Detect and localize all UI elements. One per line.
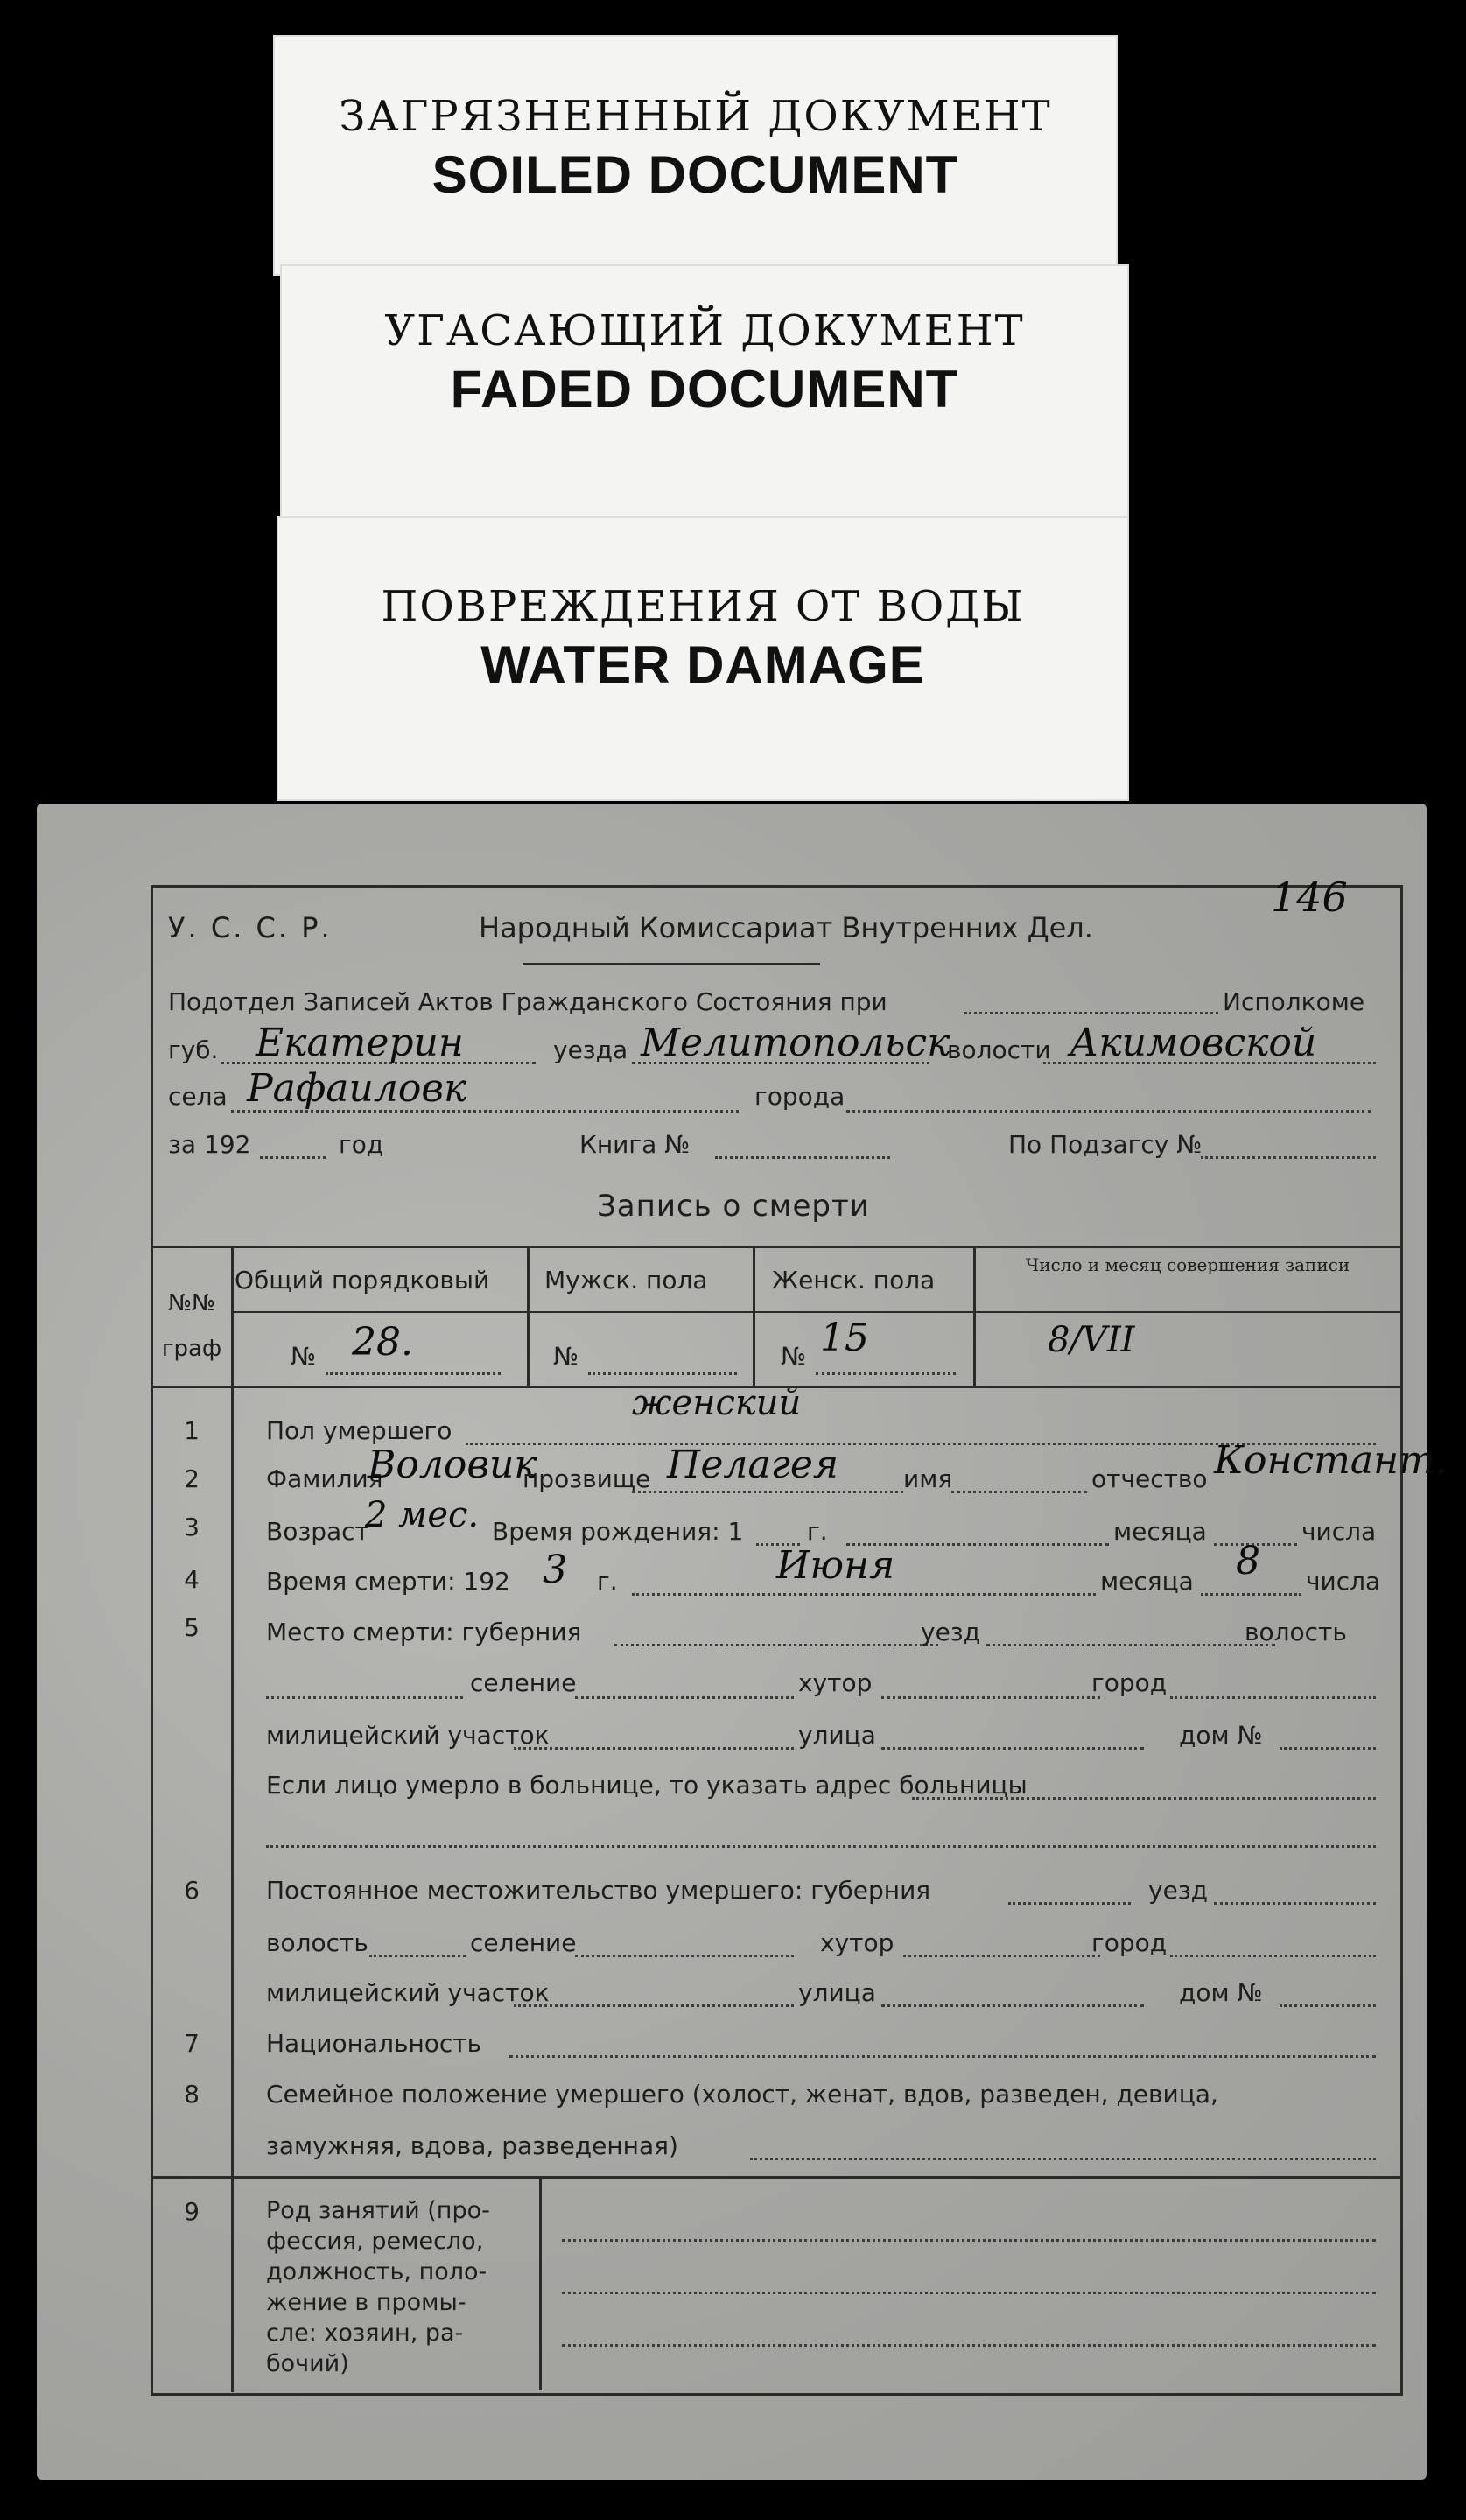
label-ru: ПОВРЕЖДЕНИЯ ОТ ВОДЫ: [381, 582, 1025, 631]
post-gorod-field: [1170, 1955, 1376, 1957]
muzh-field: [588, 1372, 737, 1375]
post-milic-field: [514, 2004, 794, 2007]
muzh-header: Мужск. пола: [544, 1266, 708, 1295]
rod-zanyatiy-label: бочий): [266, 2350, 349, 2377]
table-col-rule: [527, 1246, 530, 1386]
graf-header: №№ граф: [161, 1290, 222, 1362]
header-rule: [523, 963, 820, 965]
vozrast-value: 2 мес.: [365, 1495, 480, 1535]
bolnica-label: Если лицо умерло в больнице, то указать адрес больницы: [266, 1771, 1028, 1800]
bolnica-field: [912, 1797, 1376, 1800]
ulica-label: улица: [798, 1978, 876, 2007]
milic-field: [514, 1747, 794, 1750]
post-ulica-field: [881, 2004, 1144, 2007]
ispolkom-field: [964, 1012, 1218, 1014]
selo-value: Рафаиловк: [247, 1066, 467, 1111]
bolnica-field-2: [266, 1845, 1376, 1848]
za-label: за 192: [168, 1130, 251, 1159]
podzagsu-field: [1201, 1156, 1376, 1159]
pol-label: Пол умершего: [266, 1416, 452, 1445]
gub-value: Екатерин: [256, 1021, 464, 1065]
row-number: 9: [184, 2197, 200, 2226]
vozrast-label: Возраст: [266, 1517, 369, 1546]
row-number: 7: [184, 2029, 200, 2058]
death-day-field: [1201, 1593, 1301, 1596]
rod-zanyatiy-field: [562, 2344, 1376, 2347]
mesto-uezd-field: [986, 1644, 1275, 1646]
prozvishche-value: Пелагея: [667, 1443, 839, 1487]
label-ru: УГАСАЮЩИЙ ДОКУМЕНТ: [384, 306, 1025, 355]
khutor-field: [881, 1696, 1100, 1699]
obshchiy-value: 28.: [352, 1320, 413, 1365]
mesto-gub-field: [614, 1644, 938, 1646]
god-label: год: [339, 1130, 384, 1159]
year-field: [260, 1156, 326, 1159]
gorod-label: город: [1091, 1668, 1168, 1697]
goroda-field: [846, 1110, 1371, 1113]
row-number: 4: [184, 1565, 200, 1594]
death-record-form: [37, 804, 1448, 2480]
podzagsu-label: По Подзагсу №: [1008, 1130, 1203, 1159]
mesto-volost-field: [266, 1696, 463, 1699]
post-dom-field: [1280, 2004, 1376, 2007]
graf-column-rule: [231, 1246, 234, 2392]
post-volost-field: [369, 1955, 466, 1957]
death-month-field: [632, 1593, 1096, 1596]
faded-document-label: [280, 264, 1129, 543]
post-gub-field: [1008, 1902, 1131, 1905]
chisla-label: числа: [1306, 1567, 1381, 1596]
commissariat-header: Народный Комиссариат Внутренних Дел.: [479, 911, 1093, 944]
table-col-rule: [753, 1246, 755, 1386]
obshchiy-field: [326, 1372, 501, 1375]
mesyaca-label: месяца: [1113, 1517, 1207, 1546]
familiya-value: Воловик: [368, 1443, 537, 1487]
line1-end: Исполкоме: [1223, 987, 1365, 1016]
water-damage-label: [277, 516, 1129, 801]
zhensk-prefix: №: [781, 1342, 807, 1371]
uezd-label: уезд: [921, 1618, 981, 1646]
postoyannoe-label: Постоянное местожительство умершего: губерния: [266, 1876, 931, 1905]
semeynoe-field: [750, 2158, 1376, 2160]
volost-label: волости: [947, 1035, 1051, 1064]
rod-zanyatiy-label: фессия, ремесло,: [266, 2228, 484, 2255]
kniga-label: Книга №: [579, 1130, 691, 1159]
form-title: Запись о смерти: [597, 1189, 870, 1224]
label-en: SOILED DOCUMENT: [431, 145, 959, 204]
selenie-field: [575, 1696, 794, 1699]
ulica-field: [881, 1747, 1144, 1750]
dom-label: дом №: [1179, 1978, 1263, 2007]
selenie-label: селение: [470, 1928, 577, 1957]
zhensk-value: 15: [820, 1316, 869, 1360]
selenie-label: селение: [470, 1668, 577, 1697]
semeynoe-label-2: замужняя, вдова, разведенная): [266, 2131, 678, 2160]
chislo-header: Число и месяц совершения записи: [1025, 1254, 1350, 1275]
table-mid-rule: [231, 1311, 1400, 1313]
label-en: WATER DAMAGE: [480, 635, 925, 694]
khutor-label: хутор: [820, 1928, 894, 1957]
year-suffix: г.: [807, 1517, 828, 1546]
ulica-label: улица: [798, 1721, 876, 1750]
rod-zanyatiy-label: Род занятий (про-: [266, 2197, 490, 2224]
line1-label: Подотдел Записей Актов Гражданского Состояния при: [168, 987, 887, 1016]
nacionalnost-field: [509, 2055, 1376, 2058]
row-number: 8: [184, 2080, 200, 2109]
uezd-value: Мелитопольск: [641, 1021, 950, 1065]
uezd-label: уезд: [1148, 1876, 1209, 1905]
uezd-label: уезда: [553, 1035, 628, 1064]
table-col-rule: [973, 1246, 976, 1386]
imya-field: [951, 1491, 1087, 1493]
khutor-label: хутор: [798, 1668, 873, 1697]
volost-label: волость: [266, 1928, 368, 1957]
rod-zanyatiy-field: [562, 2292, 1376, 2294]
otchestvo-label: отчество: [1091, 1464, 1208, 1493]
table-top-rule: [151, 1246, 1400, 1248]
death-year-value: 3: [543, 1548, 567, 1592]
volost-label: волость: [1245, 1618, 1347, 1646]
dom-field: [1280, 1747, 1376, 1750]
prozvishche-field: [632, 1491, 903, 1493]
zhensk-header: Женск. пола: [772, 1266, 936, 1295]
chislo-value: 8/VII: [1048, 1320, 1135, 1360]
kniga-field: [715, 1156, 890, 1159]
volost-value: Акимовской: [1070, 1021, 1317, 1065]
page-number: 146: [1271, 874, 1348, 921]
republic-header: У. С. С. Р.: [168, 911, 333, 944]
mesto-smerti-label: Место смерти: губерния: [266, 1618, 582, 1646]
dom-label: дом №: [1179, 1721, 1263, 1750]
gorod-field: [1170, 1696, 1376, 1699]
year-suffix: г.: [597, 1567, 618, 1596]
row-number: 5: [184, 1613, 200, 1642]
semeynoe-label: Семейное положение умершего (холост, женат, вдов, разведен, девица,: [266, 2080, 1218, 2109]
gub-label: губ.: [168, 1035, 219, 1064]
rod-zanyatiy-field: [562, 2239, 1376, 2242]
row-number: 2: [184, 1464, 200, 1493]
rod-zanyatiy-label: сле: хозяин, ра-: [266, 2320, 464, 2347]
vremya-rozhd-label: Время рождения: 1: [492, 1517, 744, 1546]
rod-zanyatiy-label: должность, поло-: [266, 2258, 487, 2285]
death-day-value: 8: [1236, 1539, 1260, 1583]
obshchiy-prefix: №: [291, 1342, 317, 1371]
soiled-document-label: [273, 35, 1118, 276]
row9-col-rule: [539, 2176, 542, 2390]
milic-label: милицейский участок: [266, 1978, 550, 2007]
label-en: FADED DOCUMENT: [450, 360, 959, 418]
goroda-label: города: [754, 1082, 845, 1111]
death-month-value: Июня: [776, 1543, 895, 1588]
post-khutor-field: [903, 1955, 1100, 1957]
vremya-smerti-label: Время смерти: 192: [266, 1567, 510, 1596]
pol-value: женский: [632, 1383, 802, 1423]
post-uezd-field: [1214, 1902, 1376, 1905]
row-number: 6: [184, 1876, 200, 1905]
rod-zanyatiy-label: жение в промы-: [266, 2289, 466, 2316]
row9-top-rule: [151, 2176, 1400, 2179]
milic-label: милицейский участок: [266, 1721, 550, 1750]
otchestvo-value: Констант.: [1214, 1438, 1448, 1483]
nacionalnost-label: Национальность: [266, 2029, 482, 2058]
zhensk-field: [816, 1372, 956, 1375]
chisla-label: числа: [1301, 1517, 1377, 1546]
muzh-prefix: №: [553, 1342, 579, 1371]
mesyaca-label: месяца: [1100, 1567, 1194, 1596]
familiya-label: Фамилия: [266, 1464, 383, 1493]
post-selenie-field: [575, 1955, 794, 1957]
gorod-label: город: [1091, 1928, 1168, 1957]
selo-label: села: [168, 1082, 228, 1111]
prozvishche-label: прозвище: [523, 1464, 651, 1493]
obshchiy-header: Общий порядковый: [235, 1266, 490, 1295]
label-ru: ЗАГРЯЗНЕННЫЙ ДОКУМЕНТ: [339, 92, 1052, 141]
row-number: 3: [184, 1513, 200, 1541]
imya-label: имя: [903, 1464, 953, 1493]
row-number: 1: [184, 1416, 200, 1445]
